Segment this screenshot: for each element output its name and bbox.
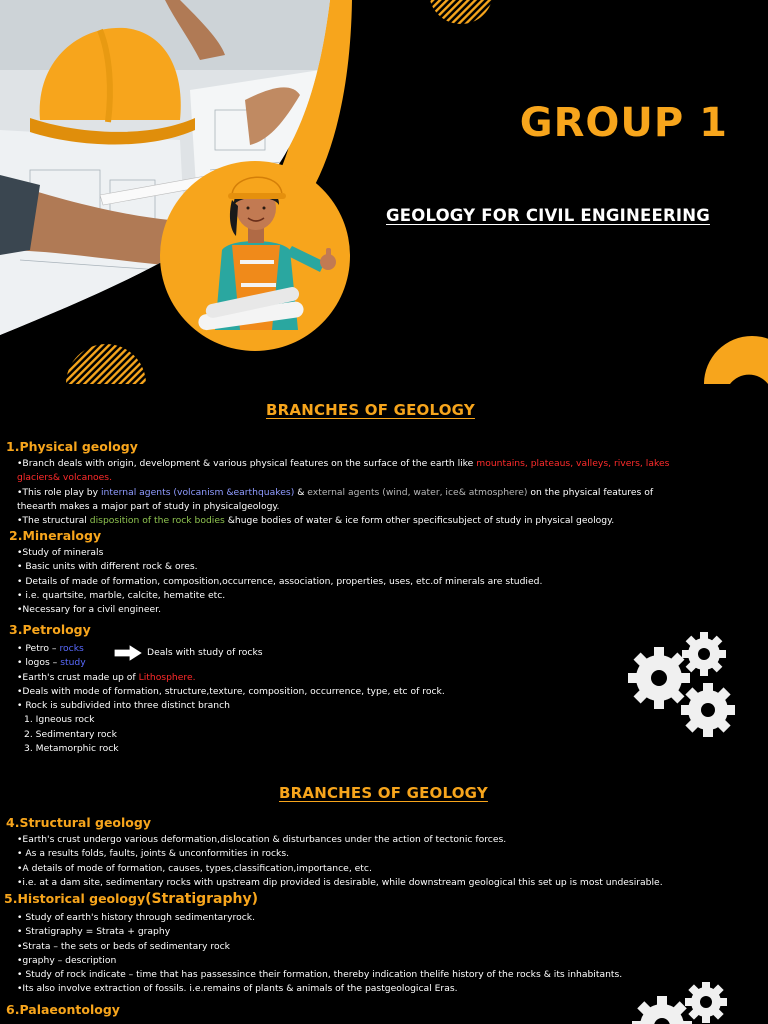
mineralogy-title: 2.Mineralogy — [9, 528, 102, 543]
gears-icon-bottom — [632, 982, 732, 1024]
gears-icon — [626, 630, 742, 742]
hatched-semicircle-bottom — [66, 344, 146, 384]
structural-geology-text: •Earth's crust undergo various deformation,dislocation & disturbances under the action of tectonic forces. • As a results folds, faults, joints & unconformities in rocks. •A details of mode of formation, causes, types,classification,importance, etc. •i.e. at a dam site, sedimentary rocks with upstream dip provided is desirable, while downstream geological this set up is most undesirable. — [17, 834, 663, 888]
group-title: GROUP 1 — [519, 100, 728, 146]
engineer-woman-illustration — [160, 161, 350, 351]
palaeontology-title: 6.Palaeontology — [6, 1002, 120, 1017]
cover-illustration — [0, 0, 768, 390]
arrow-right-icon — [114, 645, 142, 661]
historical-geology-text: • Study of earth's history through sedimentaryrock. • Stratigraphy = Strata + graphy •Strata – the sets or beds of sedimentary rock •graphy – description • Study of rock indicate – time that has passessince their formation, thereby indication thelife history of the rocks & its inhabitants. •Its also involve extraction of fossils. i.e.remains of plants & animals of the pastgeological Eras. — [17, 912, 623, 995]
structural-geology-title: 4.Structural geology — [6, 815, 151, 830]
hatched-semicircle-top — [430, 0, 492, 24]
subtitle: GEOLOGY FOR CIVIL ENGINEERING — [386, 206, 710, 225]
petrology-title: 3.Petrology — [9, 622, 91, 637]
orange-arc — [704, 336, 768, 384]
historical-geology-title: 5.Historical geology(Stratigraphy) — [4, 891, 259, 907]
mineralogy-text: •Study of minerals • Basic units with different rock & ores. • Details of made of formation, composition,occurrence, association, properties, uses, etc.of minerals are studied. • i.e. quartsite, marble, calcite, hematite etc. •Necessary for a civil engineer. — [17, 547, 543, 616]
physical-geology-title: 1.Physical geology — [6, 439, 138, 454]
section2-heading: BRANCHES OF GEOLOGY — [279, 784, 488, 802]
section1-heading: BRANCHES OF GEOLOGY — [266, 401, 475, 419]
physical-geology-text: •Branch deals with origin, development & various physical features on the surface of the earth like mountains, plateaus, valleys, rivers, lakes glaciers& volcanoes. •This role play by internal agents (volcanism &earthquakes) & external agents (wind, water, ice& atmosphere) on the physical features of theearth makes a major part of study in physicalgeology. •The structural disposition of the rock bodies &huge bodies of water & ice form other specificsubject of study in physical geology. — [17, 458, 670, 527]
petrology-text: • Petro – rocks • logos – study •Earth's crust made up of Lithosphere. •Deals with mode of formation, structure,texture, composition, occurrence, type, etc of rock. • Rock is subdivided into three distinct branch 1. Igneous rock 2. Sedimentary rock 3. Metamorphic rock — [17, 643, 445, 755]
petrology-arrow-text: Deals with study of rocks — [147, 647, 263, 658]
